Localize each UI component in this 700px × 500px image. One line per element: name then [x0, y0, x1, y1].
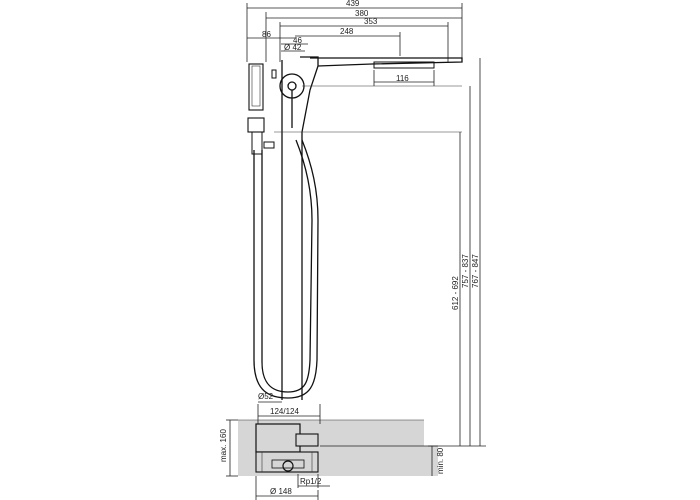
dim-116: 116: [396, 74, 409, 83]
dim-380: 380: [355, 9, 369, 18]
base-dimensions: [258, 392, 320, 424]
dim-612-692: 612 - 692: [451, 276, 460, 310]
dim-248: 248: [340, 27, 354, 36]
dim-86: 86: [262, 30, 271, 39]
dim-439: 439: [346, 0, 360, 8]
height-dimensions: [320, 58, 486, 446]
dim-767-847: 767 - 847: [471, 254, 480, 288]
floor-depth-dimension: [219, 420, 238, 476]
dim-diameter-148: Ø 148: [270, 487, 292, 496]
dim-353: 353: [364, 17, 378, 26]
shower-hose: [254, 140, 318, 398]
bottom-dimensions: [256, 474, 330, 500]
hand-shower: [248, 64, 462, 154]
dim-46: 46: [293, 36, 302, 45]
dim-min-80: min. 80: [436, 447, 445, 474]
riser-pipe: [282, 140, 302, 400]
mixer-body: [280, 57, 462, 140]
dim-max-160: max. 160: [219, 429, 228, 462]
spout: [310, 58, 462, 86]
top-dimensions: [247, 0, 462, 62]
dim-diameter-42: Ø 42: [284, 43, 302, 52]
dim-124-124: 124/124: [270, 407, 299, 416]
dim-diameter-52: Ø52: [258, 392, 274, 401]
mixer-handle-hub: [288, 82, 296, 90]
dim-rp-1-2: Rp1/2: [300, 477, 322, 486]
dim-757-837: 757 - 837: [461, 254, 470, 288]
